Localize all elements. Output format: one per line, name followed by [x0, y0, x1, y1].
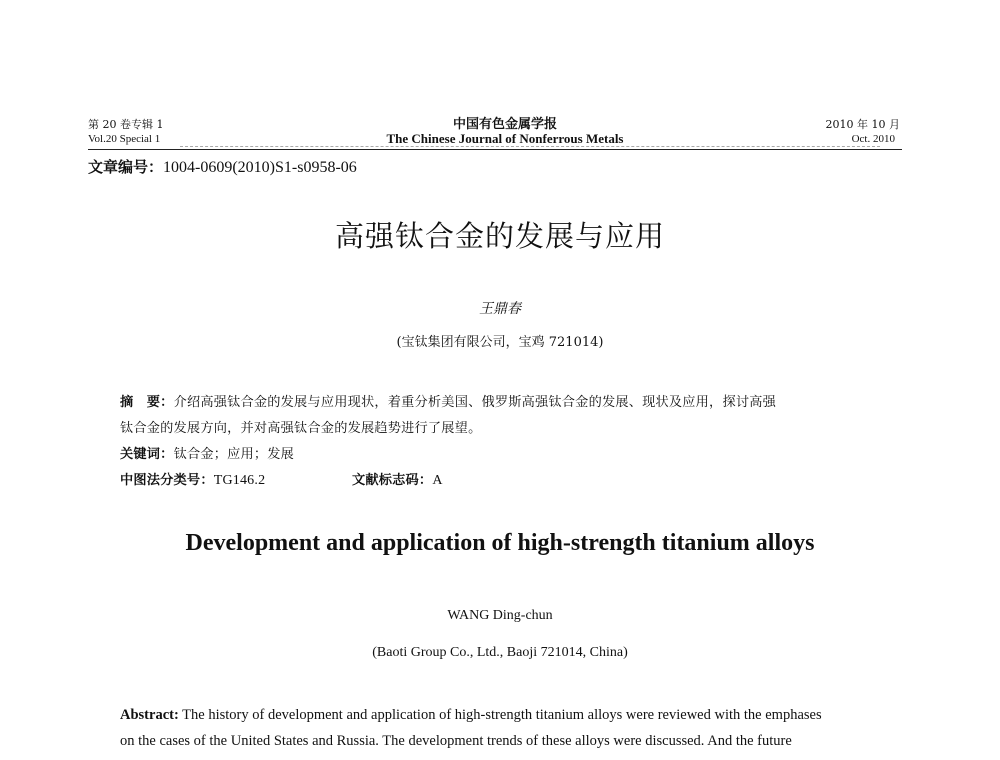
keywords-cn — [120, 443, 294, 462]
affiliation-en: (Baoti Group Co., Ltd., Baoji 721014, China) — [372, 645, 628, 660]
clc-number — [120, 469, 265, 489]
article-number-label: 文章编号： — [88, 158, 164, 176]
clc-label: 中图法分类号： — [120, 473, 214, 488]
doc-code-value: A — [432, 473, 443, 488]
header-rule — [88, 149, 902, 150]
abstract-cn-label: 摘 要： — [120, 395, 174, 410]
abstract-en-label: Abstract: — [120, 707, 179, 723]
author-en: WANG Ding-chun — [447, 608, 553, 623]
keywords-cn-label: 关键词： — [120, 447, 174, 462]
header-date-en: Oct. 2010 — [851, 133, 895, 145]
abstract-cn-text1: 介绍高强钛合金的发展与应用现状，着重分析美国、俄罗斯高强钛合金的发展、现状及应用，探讨高强 — [173, 395, 776, 410]
abstract-en-text1: The history of development and application of high-strength titanium alloys were reviewed with the emphases — [182, 707, 822, 723]
abstract-en-line2: on the cases of the United States and Russia. The development trends of these alloys were discussed. And the future — [120, 733, 792, 749]
abstract-cn-line1 — [120, 391, 776, 410]
keywords-cn-value: 钛合金；应用；发展 — [173, 447, 295, 462]
author-cn: 王鼎春 — [479, 301, 521, 317]
clc-value: TG146.2 — [213, 473, 266, 488]
header-journal-cn: 中国有色金属学报 — [452, 117, 557, 132]
affiliation-cn: (宝钛集团有限公司，宝鸡 721014) — [396, 335, 604, 350]
header-dashed-line — [180, 146, 880, 147]
article-number — [88, 156, 357, 177]
header-journal-en: The Chinese Journal of Nonferrous Metals — [386, 131, 624, 146]
header-volume-cn: 第 20 卷专辑 1 — [88, 118, 164, 131]
header-volume-en: Vol.20 Special 1 — [88, 133, 161, 145]
article-number-value: 1004-0609(2010)S1-s0958-06 — [163, 159, 357, 176]
abstract-en-line1 — [120, 707, 822, 724]
title-en: Development and application of high-strength titanium alloys — [185, 530, 815, 556]
title-cn: 高强钛合金的发展与应用 — [334, 219, 665, 253]
abstract-cn-line2: 钛合金的发展方向，并对高强钛合金的发展趋势进行了展望。 — [120, 421, 482, 436]
doc-code-label: 文献标志码： — [352, 473, 433, 488]
header-date-cn: 2010 年 10 月 — [825, 118, 900, 131]
doc-code — [352, 469, 443, 489]
